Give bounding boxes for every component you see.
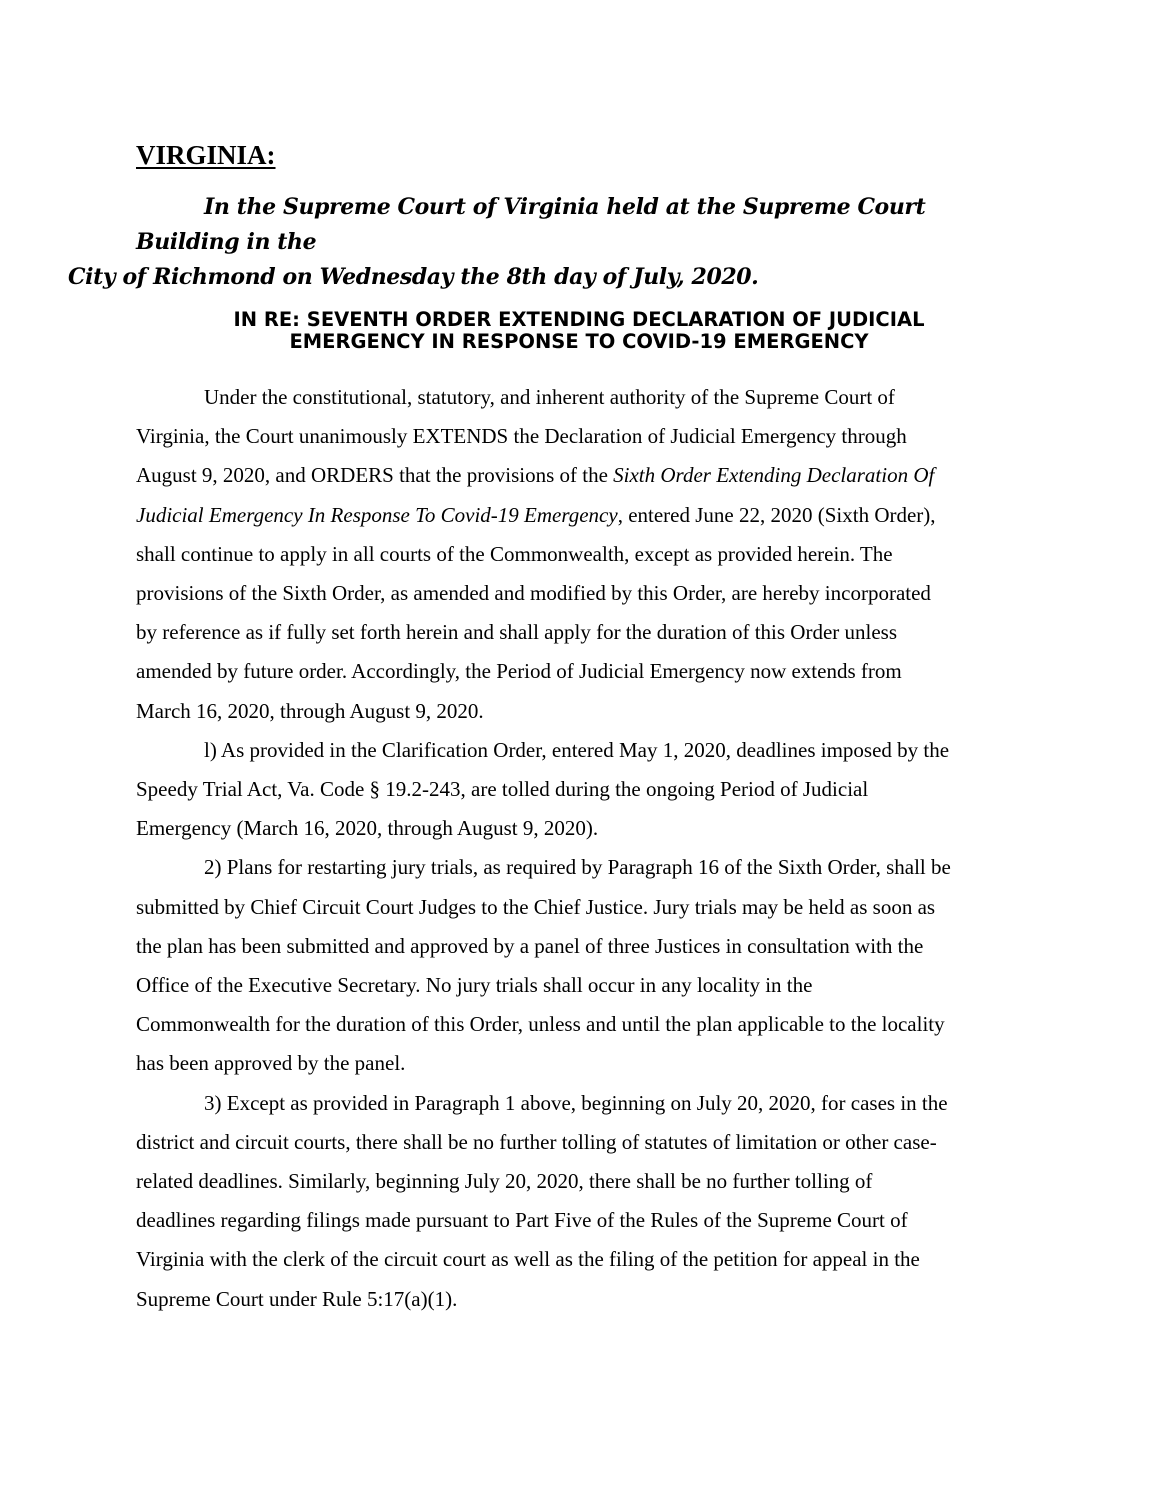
text-line: 3) Except as provided in Paragraph 1 above, beginning on July 20, 2020, for cases in the (204, 1090, 948, 1115)
text-line: related deadlines. Similarly, beginning July 20, 2020, there shall be no further tolling of (136, 1169, 873, 1194)
order-title (136, 309, 1022, 353)
court-caption (68, 190, 1006, 295)
text-line: Emergency (March 16, 2020, through August 9, 2020). (136, 816, 599, 841)
text-line (136, 496, 1016, 535)
text-line: Speedy Trial Act, Va. Code § 19.2-243, are tolled during the ongoing Period of Judicial (136, 777, 869, 802)
text-line: Virginia, the Court unanimously EXTENDS the Declaration of Judicial Emergency through (136, 424, 907, 449)
text-line: shall continue to apply in all courts of the Commonwealth, except as provided herein. The (136, 541, 893, 566)
text-line: deadlines regarding filings made pursuant to Part Five of the Rules of the Supreme Court of (136, 1208, 908, 1233)
text-line: l) As provided in the Clarification Order, entered May 1, 2020, deadlines imposed by the (204, 737, 950, 762)
text-line: the plan has been submitted and approved by a panel of three Justices in consultation with the (136, 933, 924, 958)
text-line: by reference as if fully set forth herein and shall apply for the duration of this Order unless (136, 620, 898, 645)
order-body (136, 378, 1016, 1319)
text-line: Office of the Executive Secretary. No jury trials shall occur in any locality in the (136, 973, 813, 998)
sixth-order-title-italic: Judicial Emergency In Response To Covid-19 Emergency (136, 502, 618, 527)
text-line: Supreme Court under Rule 5:17(a)(1). (136, 1286, 458, 1311)
intro-paragraph (136, 378, 1016, 731)
paragraph-1 (136, 731, 1016, 849)
paragraph-2 (136, 848, 1016, 1083)
text-line: district and circuit courts, there shall be no further tolling of statutes of limitation or other case- (136, 1129, 937, 1154)
state-heading: VIRGINIA: (136, 140, 276, 170)
text-line: March 16, 2020, through August 9, 2020. (136, 698, 484, 723)
caption-line: City of Richmond on Wednesday the 8th day of July, 2020. (68, 264, 759, 290)
text-line: Commonwealth for the duration of this Order, unless and until the plan applicable to the locality (136, 1012, 945, 1037)
text-line: has been approved by the panel. (136, 1051, 406, 1076)
sixth-order-title-italic: Sixth Order Extending Declaration Of (613, 463, 935, 488)
text-line: Virginia with the clerk of the circuit court as well as the filing of the petition for appeal in the (136, 1247, 920, 1272)
text-line: submitted by Chief Circuit Court Judges to the Chief Justice. Jury trials may be held as soon as (136, 894, 936, 919)
text-run: , entered June 22, 2020 (Sixth Order), (617, 502, 936, 527)
text-line: amended by future order. Accordingly, the Period of Judicial Emergency now extends from (136, 659, 902, 684)
title-line: EMERGENCY IN RESPONSE TO COVID-19 EMERGENCY (289, 330, 869, 353)
text-line: provisions of the Sixth Order, as amended and modified by this Order, are hereby incorporated (136, 581, 931, 606)
title-line: IN RE: SEVENTH ORDER EXTENDING DECLARATION OF JUDICIAL (233, 308, 925, 331)
text-run: August 9, 2020, and ORDERS that the provisions of the (136, 463, 614, 488)
text-line: Under the constitutional, statutory, and inherent authority of the Supreme Court of (204, 385, 895, 409)
text-line: 2) Plans for restarting jury trials, as required by Paragraph 16 of the Sixth Order, shall be (204, 855, 951, 880)
caption-line: In the Supreme Court of Virginia held at the Supreme Court Building in the (136, 194, 926, 255)
text-line (136, 456, 1016, 495)
paragraph-3 (136, 1084, 1016, 1319)
